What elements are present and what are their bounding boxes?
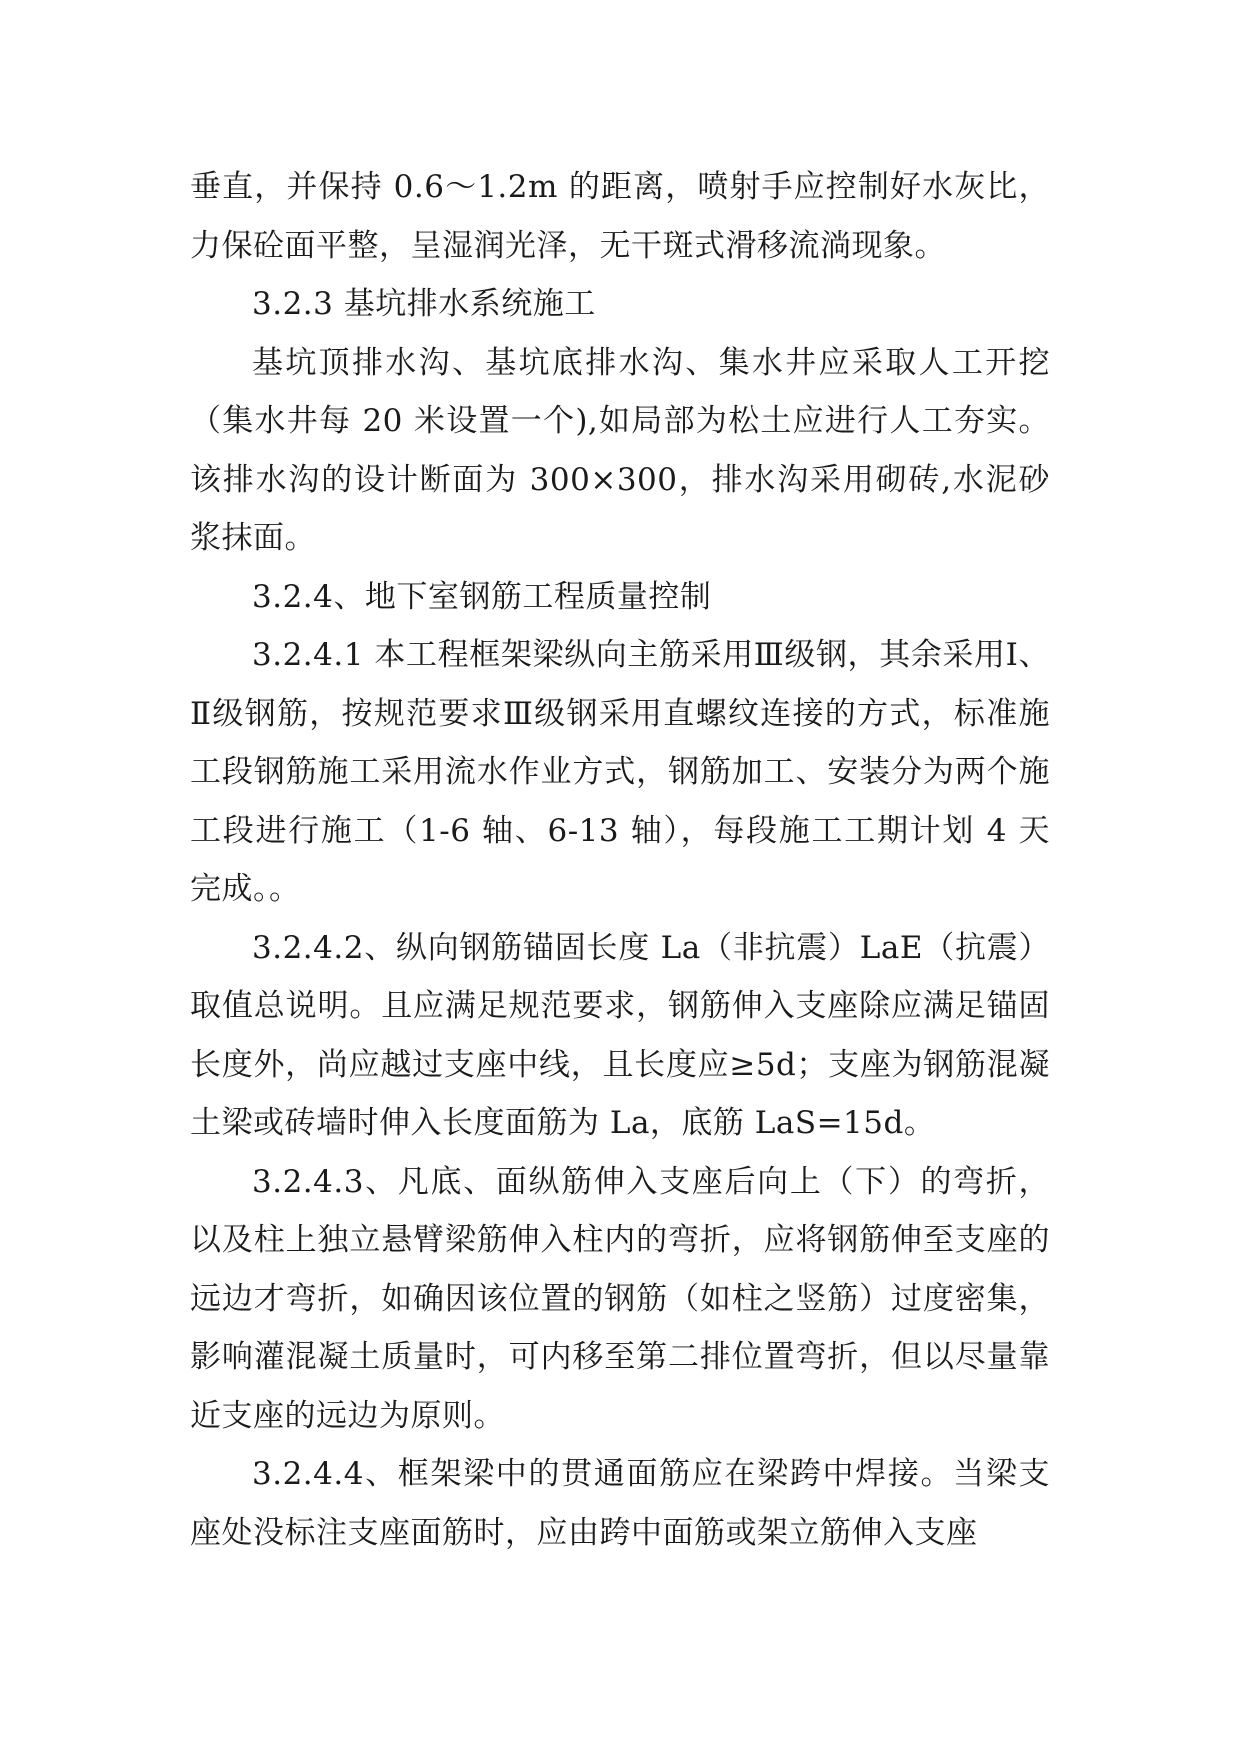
paragraph-3-2-4-1: 3.2.4.1 本工程框架梁纵向主筋采用Ⅲ级钢，其余采用Ⅰ、Ⅱ级钢筋，按规范要求Ⅲ级钢采用直螺纹连接的方式，标准施工段钢筋施工采用流水作业方式，钢筋加工、安装分为两个施工段进行施工（1-6 轴、6-13 轴），每段施工工期计划 4 天完成。。 xyxy=(190,637,1050,907)
paragraph-3-2-4-3: 3.2.4.3、凡底、面纵筋伸入支座后向上（下）的弯折，以及柱上独立悬臂梁筋伸入柱内的弯折，应将钢筋伸至支座的远边才弯折，如确因该位置的钢筋（如柱之竖筋）过度密集，影响灌混凝土质量时，可内移至第二排位置弯折，但以尽量靠近支座的远边为原则。 xyxy=(190,1163,1050,1434)
paragraph-drainage: 基坑顶排水沟、基坑底排水沟、集水井应采取人工开挖（集水井每 20 米设置一个),如局部为松土应进行人工夯实。该排水沟的设计断面为 300×300，排水沟采用砌砖,水泥砂浆抹面。 xyxy=(190,344,1050,556)
document-body xyxy=(190,158,1050,1562)
paragraph-continued: 垂直，并保持 0.6～1.2m 的距离，喷射手应控制好水灰比，力保砼面平整，呈湿润光泽，无干斑式滑移流淌现象。 xyxy=(190,169,1050,264)
paragraph-3-2-4-2: 3.2.4.2、纵向钢筋锚固长度 La（非抗震）LaE（抗震）取值总说明。且应满足规范要求，钢筋伸入支座除应满足锚固长度外，尚应越过支座中线，且长度应≥5d；支座为钢筋混凝土梁或砖墙时伸入长度面筋为 La，底筋 LaS=15d。 xyxy=(190,929,1050,1141)
section-heading-3-2-4: 3.2.4、地下室钢筋工程质量控制 xyxy=(252,578,712,615)
section-heading-3-2-3: 3.2.3 基坑排水系统施工 xyxy=(252,286,596,322)
paragraph-3-2-4-4: 3.2.4.4、框架梁中的贯通面筋应在梁跨中焊接。当梁支座处没标注支座面筋时，应由跨中面筋或架立筋伸入支座 xyxy=(190,1456,1050,1551)
